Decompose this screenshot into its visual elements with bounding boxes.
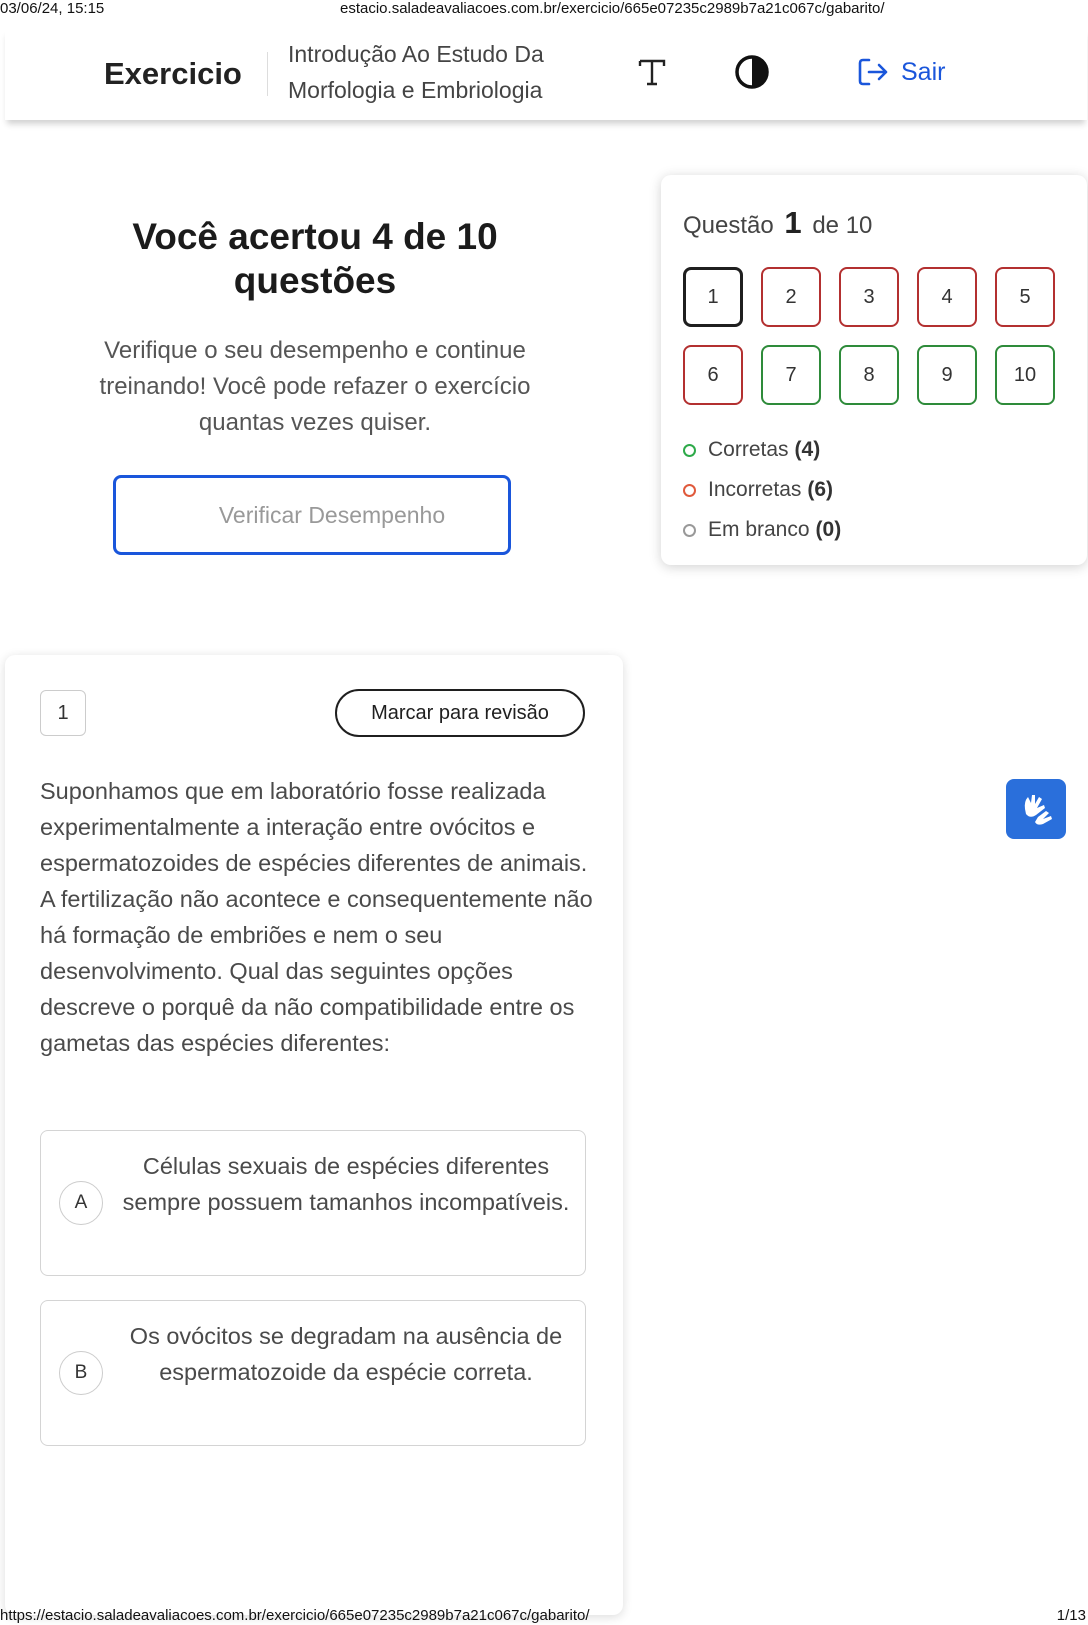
- legend-incorrect: [683, 470, 841, 510]
- result-summary: [60, 215, 570, 441]
- question-counter: [683, 205, 872, 241]
- question-button-5[interactable]: 5: [995, 267, 1055, 327]
- logout-button[interactable]: [857, 52, 945, 92]
- question-button-4[interactable]: 4: [917, 267, 977, 327]
- print-date: 03/06/24, 15:15: [0, 0, 105, 17]
- blank-status-icon: [683, 524, 696, 537]
- question-counter-prefix: Questão: [683, 212, 774, 239]
- question-button-3[interactable]: 3: [839, 267, 899, 327]
- question-button-9[interactable]: 9: [917, 345, 977, 405]
- incorrect-status-icon: [683, 484, 696, 497]
- font-size-button[interactable]: [630, 50, 674, 94]
- option-a-text: Células sexuais de espécies diferentes sempre possuem tamanhos incompatíveis.: [122, 1153, 570, 1215]
- question-number: 1: [40, 690, 86, 736]
- option-b-text: Os ovócitos se degradam na ausência de espermatozoide da espécie correta.: [129, 1323, 563, 1385]
- mark-for-review-button[interactable]: Marcar para revisão: [335, 689, 585, 737]
- legend-blank-label: Em branco: [708, 518, 810, 541]
- legend-incorrect-count: (6): [807, 478, 834, 501]
- question-counter-suffix: de 10: [812, 212, 873, 239]
- question-button-1[interactable]: 1: [683, 267, 743, 327]
- question-counter-current: 1: [784, 205, 802, 240]
- option-b[interactable]: [40, 1300, 586, 1446]
- course-title: [288, 36, 588, 108]
- sign-language-icon: [1016, 789, 1056, 829]
- question-button-10[interactable]: 10: [995, 345, 1055, 405]
- status-legend: [683, 430, 841, 550]
- legend-blank-count: (0): [815, 518, 842, 541]
- option-a[interactable]: [40, 1130, 586, 1276]
- contrast-icon: [734, 54, 770, 90]
- legend-incorrect-label: Incorretas: [708, 478, 802, 501]
- header-divider: [267, 52, 268, 96]
- font-size-icon: [637, 57, 667, 87]
- question-text: Suponhamos que em laboratório fosse realizada experimentalmente a interação entre ovócitos e espermatozoides de espécies diferentes de animais. A fertilização não acontece e consequentemente não há formação de embriões e nem o seu desenvolvimento. Qual das seguintes opções descreve o porquê da não compatibilidade entre os gametas das espécies diferentes:: [40, 778, 593, 1056]
- legend-correct-count: (4): [794, 438, 821, 461]
- course-title-line-1: Introdução Ao Estudo Da: [288, 41, 544, 67]
- question-card: [5, 655, 623, 1615]
- legend-correct: [683, 430, 841, 470]
- logout-icon: [857, 56, 889, 88]
- question-navigator: [661, 175, 1087, 565]
- result-title: Você acertou 4 de 10 questões: [132, 216, 498, 301]
- question-button-8[interactable]: 8: [839, 345, 899, 405]
- print-page-number: 1/13: [1056, 1607, 1086, 1624]
- result-message: Verifique o seu desempenho e continue treinando! Você pode refazer o exercício quantas vezes quiser.: [99, 337, 531, 436]
- option-b-letter: B: [59, 1351, 103, 1395]
- print-header: [0, 0, 1088, 18]
- sign-language-button[interactable]: [1006, 779, 1066, 839]
- top-bar: [5, 28, 1087, 120]
- option-a-letter: A: [59, 1181, 103, 1225]
- course-title-line-2: Morfologia e Embriologia: [288, 77, 543, 103]
- legend-blank: [683, 510, 841, 550]
- question-button-7[interactable]: 7: [761, 345, 821, 405]
- print-url: estacio.saladeavaliacoes.com.br/exercicio/665e07235c2989b7a21c067c/gabarito/: [340, 0, 885, 17]
- contrast-button[interactable]: [730, 50, 774, 94]
- verify-performance-button[interactable]: Verificar Desempenho: [113, 475, 511, 555]
- question-button-6[interactable]: 6: [683, 345, 743, 405]
- logout-label: Sair: [901, 57, 946, 86]
- legend-correct-label: Corretas: [708, 438, 789, 461]
- brand-title: Exercicio: [104, 56, 242, 91]
- question-button-2[interactable]: 2: [761, 267, 821, 327]
- correct-status-icon: [683, 444, 696, 457]
- print-footer-url: https://estacio.saladeavaliacoes.com.br/exercicio/665e07235c2989b7a21c067c/gabarito/: [0, 1607, 590, 1624]
- print-footer: [0, 1605, 1088, 1625]
